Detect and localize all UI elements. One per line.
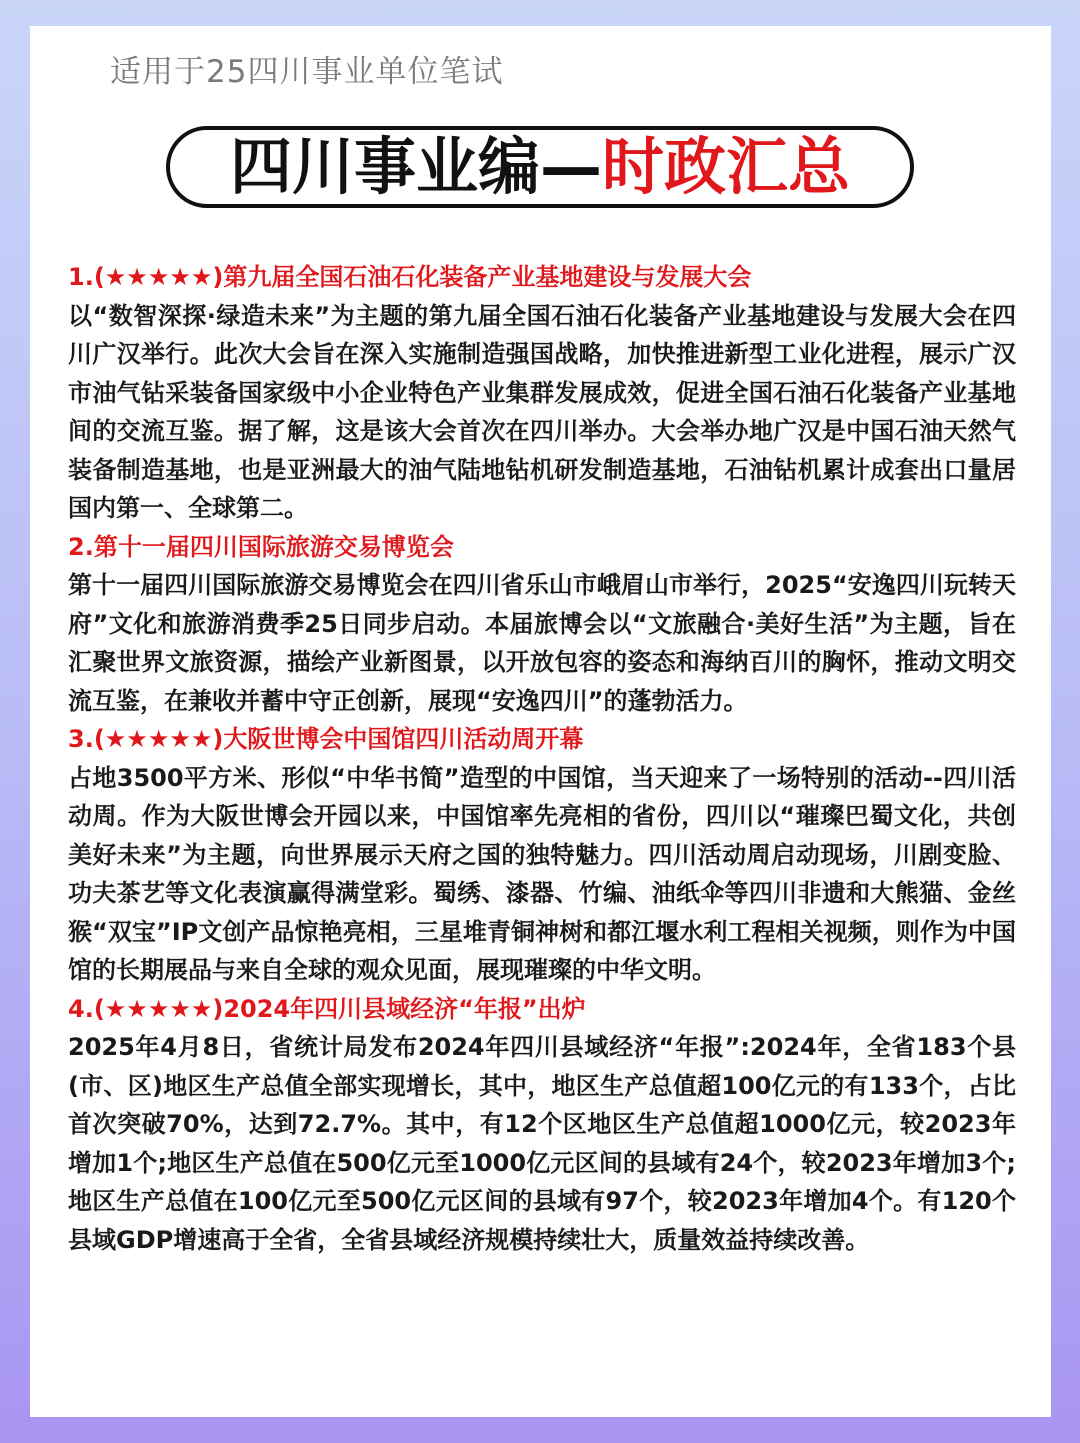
page-title-main: 四川事业编—: [229, 130, 602, 203]
news-item: [68, 990, 1016, 1260]
news-item-body: 第十一届四川国际旅游交易博览会在四川省乐山市峨眉山市举行，2025“安逸四川玩转天府”文化和旅游消费季25日同步启动。本届旅博会以“文旅融合·美好生活”为主题，旨在汇聚世界文旅资源，描绘产业新图景，以开放包容的姿态和海纳百川的胸怀，推动文明交流互鉴，在兼收并蓄中守正创新，展现“安逸四川”的蓬勃活力。: [68, 571, 1016, 715]
content-card: [30, 26, 1051, 1417]
news-item: [68, 258, 1016, 528]
page-title: [166, 126, 914, 208]
news-item-body: 以“数智深探·绿造未来”为主题的第九届全国石油石化装备产业基地建设与发展大会在四川广汉举行。此次大会旨在深入实施制造强国战略，加快推进新型工业化进程，展示广汉市油气钻采装备国家级中小企业特色产业集群发展成效，促进全国石油石化装备产业基地间的交流互鉴。据了解，这是该大会首次在四川举办。大会举办地广汉是中国石油天然气装备制造基地，也是亚洲最大的油气陆地钻机研发制造基地，石油钻机累计成套出口量居国内第一、全球第二。: [68, 301, 1016, 522]
news-item-body: 占地3500平方米、形似“中华书简”造型的中国馆，当天迎来了一场特别的活动--四川活动周。作为大阪世博会开园以来，中国馆率先亮相的省份，四川以“璀璨巴蜀文化，共创美好未来”为主题，向世界展示天府之国的独特魅力。四川活动周启动现场，川剧变脸、功夫茶艺等文化表演赢得满堂彩。蜀绣、漆器、竹编、油纸伞等四川非遗和大熊猫、金丝猴“双宝”IP文创产品惊艳亮相，三星堆青铜神树和都江堰水利工程相关视频，则作为中国馆的长期展品与来自全球的观众见面，展现璀璨的中华文明。: [68, 763, 1016, 984]
news-item-heading: 3.(★★★★★)大阪世博会中国馆四川活动周开幕: [68, 725, 584, 753]
news-item-body: 2025年4月8日，省统计局发布2024年四川县域经济“年报”:2024年，全省183个县(市、区)地区生产总值全部实现增长，其中，地区生产总值超100亿元的有133个，占比首次突破70%，达到72.7%。其中，有12个区地区生产总值超1000亿元，较2023年增加1个;地区生产总值在500亿元至1000亿元区间的县域有24个，较2023年增加3个;地区生产总值在100亿元至500亿元区间的县域有97个，较2023年增加4个。有120个县域GDP增速高于全省，全省县域经济规模持续壮大，质量效益持续改善。: [68, 1033, 1016, 1254]
page-title-highlight: 时政汇总: [602, 130, 851, 203]
news-item: [68, 720, 1016, 990]
page-subtitle: 适用于25四川事业单位笔试: [110, 54, 504, 90]
news-item-heading: 2.第十一届四川国际旅游交易博览会: [68, 532, 454, 561]
news-item-heading: 1.(★★★★★)第九届全国石油石化装备产业基地建设与发展大会: [68, 263, 752, 291]
news-item-heading: 4.(★★★★★)2024年四川县域经济“年报”出炉: [68, 994, 586, 1023]
news-item: [68, 528, 1016, 721]
news-list: [68, 258, 1016, 1259]
